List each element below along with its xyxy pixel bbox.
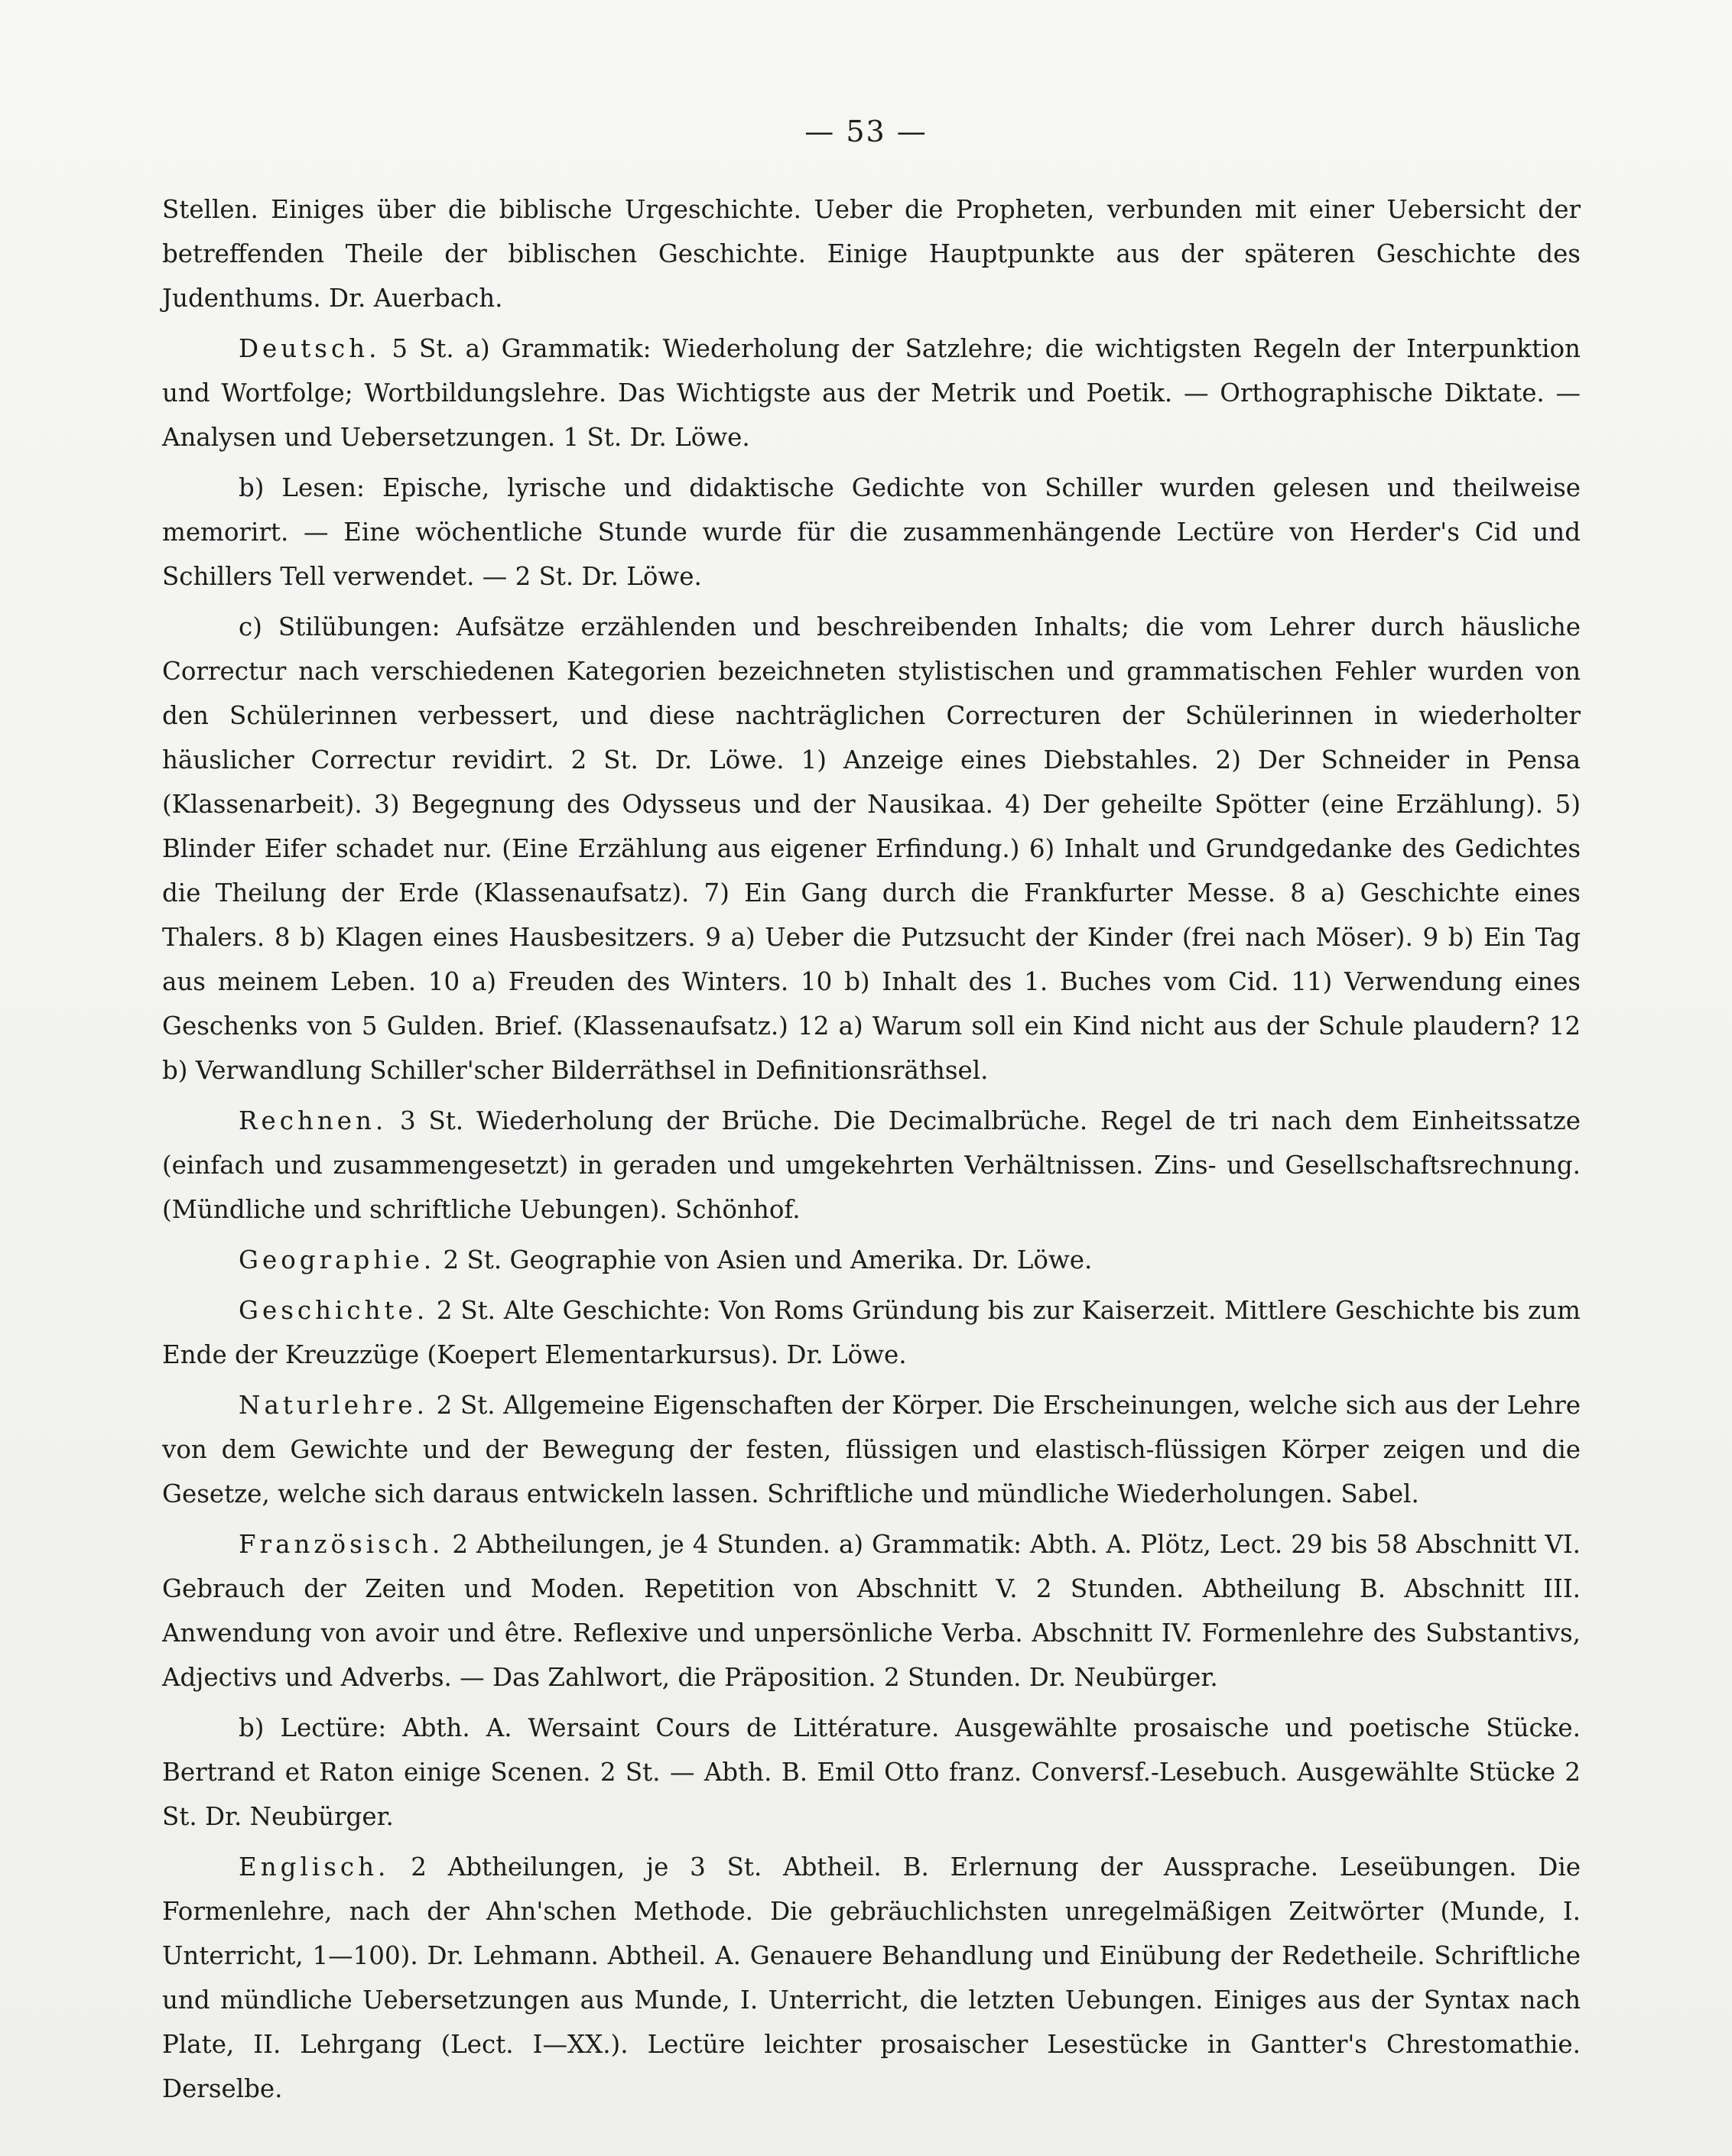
paragraph-deutsch	[162, 326, 1581, 459]
paragraph-geographie	[162, 1238, 1581, 1282]
paragraph-religion-cont	[162, 187, 1581, 320]
subject-heading: Französisch.	[239, 1530, 444, 1559]
paragraph-text: 5 St. a) Grammatik: Wiederholung der Satzlehre; die wichtigsten Regeln der Interpunktion und Wortfolge; Wortbildungslehre. Das Wichtigste aus der Metrik und Poetik. — Orthographische Diktate. — Analysen und Uebersetzungen. 1 St. Dr. Löwe.	[162, 334, 1581, 452]
paragraph-englisch	[162, 1845, 1581, 2111]
paragraph-lesen	[162, 466, 1581, 599]
paragraph-text: 2 St. Allgemeine Eigenschaften der Körper. Die Erscheinungen, welche sich aus der Lehre von dem Gewichte und der Bewegung der festen, flüssigen und elastisch-flüssigen Körper zeigen und die Gesetze, welche sich daraus entwickeln lassen. Schriftliche und mündliche Wiederholungen. Sabel.	[162, 1391, 1581, 1508]
paragraph-text: 2 Abtheilungen, je 3 St. Abtheil. B. Erlernung der Aussprache. Leseübungen. Die Formenlehre, nach der Ahn'schen Methode. Die gebräuchlichsten unregelmäßigen Zeitwörter (Munde, I. Unterricht, 1—100). Dr. Lehmann. Abtheil. A. Genauere Behandlung und Einübung der Redetheile. Schriftliche und mündliche Uebersetzungen aus Munde, I. Unterricht, die letzten Uebungen. Einiges aus der Syntax nach Plate, II. Lehrgang (Lect. I—XX.). Lectüre leichter prosaischer Lesestücke in Gantter's Chrestomathie. Derselbe.	[162, 1852, 1581, 2103]
paragraph-text: b) Lectüre: Abth. A. Wersaint Cours de Littérature. Ausgewählte prosaische und poetische Stücke. Bertrand et Raton einige Scenen. 2 St. — Abth. B. Emil Otto franz. Conversf.-Lesebuch. Ausgewählte Stücke 2 St. Dr. Neubürger.	[162, 1713, 1581, 1831]
paragraph-lectuere	[162, 1706, 1581, 1839]
subject-heading: Geographie.	[239, 1245, 436, 1274]
subject-heading: Naturlehre.	[239, 1391, 429, 1420]
paragraph-rechnen	[162, 1099, 1581, 1232]
paragraph-text: c) Stilübungen: Aufsätze erzählenden und beschreibenden Inhalts; die vom Lehrer durch häusliche Correctur nach verschiedenen Kategorien bezeichneten stylistischen und grammatischen Fehler wurden von den Schülerinnen verbessert, und diese nachträglichen Correcturen der Schülerinnen in wiederholter häuslicher Correctur revidirt. 2 St. Dr. Löwe. 1) Anzeige eines Diebstahles. 2) Der Schneider in Pensa (Klassenarbeit). 3) Begegnung des Odysseus und der Nausikaa. 4) Der geheilte Spötter (eine Erzählung). 5) Blinder Eifer schadet nur. (Eine Erzählung aus eigener Erfindung.) 6) Inhalt und Grundgedanke des Gedichtes die Theilung der Erde (Klassenaufsatz). 7) Ein Gang durch die Frankfurter Messe. 8 a) Geschichte eines Thalers. 8 b) Klagen eines Hausbesitzers. 9 a) Ueber die Putzsucht der Kinder (frei nach Möser). 9 b) Ein Tag aus meinem Leben. 10 a) Freuden des Winters. 10 b) Inhalt des 1. Buches vom Cid. 11) Verwendung eines Geschenks von 5 Gulden. Brief. (Klassenaufsatz.) 12 a) Warum soll ein Kind nicht aus der Schule plaudern? 12 b) Verwandlung Schiller'scher Bilderräthsel in Definitionsräthsel.	[162, 612, 1581, 1085]
paragraph-text: 2 Abtheilungen, je 4 Stunden. a) Grammatik: Abth. A. Plötz, Lect. 29 bis 58 Abschnitt VI. Gebrauch der Zeiten und Moden. Repetition von Abschnitt V. 2 Stunden. Abtheilung B. Abschnitt III. Anwendung von avoir und être. Reflexive und unpersönliche Verba. Abschnitt IV. Formenlehre des Substantivs, Adjectivs und Adverbs. — Das Zahlwort, die Präposition. 2 Stunden. Dr. Neubürger.	[162, 1530, 1581, 1692]
paragraph-text: 2 St. Geographie von Asien und Amerika. Dr. Löwe.	[443, 1245, 1093, 1274]
subject-heading: Geschichte.	[239, 1296, 429, 1325]
paragraph-franzoesisch	[162, 1522, 1581, 1700]
page-number: — 53 —	[804, 115, 928, 148]
subject-heading: Englisch.	[239, 1852, 390, 1882]
paragraph-text: Stellen. Einiges über die biblische Urgeschichte. Ueber die Propheten, verbunden mit einer Uebersicht der betreffenden Theile der biblischen Geschichte. Einige Hauptpunkte aus der späteren Geschichte des Judenthums. Dr. Auerbach.	[162, 195, 1581, 313]
paragraph-text: 3 St. Wiederholung der Brüche. Die Decimalbrüche. Regel de tri nach dem Einheitssatze (einfach und zusammengesetzt) in geraden und umgekehrten Verhältnissen. Zins- und Gesellschaftsrechnung. (Mündliche und schriftliche Uebungen). Schönhof.	[162, 1106, 1581, 1224]
subject-heading: Rechnen.	[239, 1106, 388, 1135]
paragraph-text: 2 St. Alte Geschichte: Von Roms Gründung bis zur Kaiserzeit. Mittlere Geschichte bis zum Ende der Kreuzzüge (Koepert Elementarkursus). Dr. Löwe.	[162, 1296, 1581, 1369]
paragraph-geschichte	[162, 1288, 1581, 1377]
paragraph-text: b) Lesen: Epische, lyrische und didaktische Gedichte von Schiller wurden gelesen und theilweise memorirt. — Eine wöchentliche Stunde wurde für die zusammenhängende Lectüre von Herder's Cid und Schillers Tell verwendet. — 2 St. Dr. Löwe.	[162, 473, 1581, 591]
paragraph-stiluebungen	[162, 605, 1581, 1093]
body-text	[162, 187, 1581, 2117]
subject-heading: Deutsch.	[239, 334, 381, 363]
paragraph-naturlehre	[162, 1383, 1581, 1516]
